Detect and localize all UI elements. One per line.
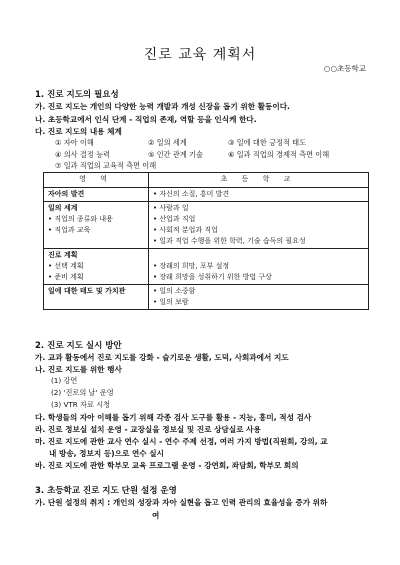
content-line: • 산업과 직업	[153, 215, 196, 223]
area-subitem: • 준비 계획	[48, 273, 84, 281]
table-row	[44, 188, 369, 202]
section-2-ra: 라. 진로 정보실 설치 운영 - 교장실을 정보실 및 진로 상담실로 사용	[35, 425, 261, 434]
content-item: ③ 일에 대한 긍정적 태도	[228, 138, 307, 147]
content-item: ⑦ 일과 직업의 교육적 측면 이해	[55, 161, 157, 170]
table-cell-contents	[149, 249, 369, 285]
content-item: ⑤ 인간 관계 기술	[148, 150, 203, 159]
table-header-school: 초 등 학 교	[149, 173, 369, 188]
table-row	[44, 285, 369, 310]
section-2-ba: 바. 진로 지도에 관한 학부모 교육 프로그램 운영 - 강연회, 좌담회, 학부모 회의	[35, 461, 299, 470]
section-2-ma-cont: 내 방송, 정보지 등)으로 연수 실시	[49, 449, 164, 458]
table-header-row	[44, 173, 369, 188]
content-line: • 일의 소중함	[153, 287, 196, 295]
content-line: • 일의 보람	[153, 298, 189, 306]
event-item: (2) '진로의 날' 운영	[51, 388, 114, 397]
section-1-heading: 1. 진로 지도의 필요성	[35, 90, 119, 100]
area-title: 자아의 발견	[48, 190, 85, 198]
section-3-ga-cont: 여	[152, 511, 160, 520]
table-header-area: 영 역	[44, 173, 149, 188]
event-item: (1) 강연	[51, 376, 78, 385]
area-title: 일에 대한 태도 및 가치관	[48, 287, 126, 295]
school-name: ○○초등학교	[323, 64, 366, 73]
event-item: (3) VTR 자료 시청	[51, 400, 111, 409]
table-cell-contents	[149, 188, 369, 202]
content-line: • 장래 희망을 성취하기 위한 방법 구상	[153, 273, 272, 281]
area-subitem: • 직업의 종류와 내용	[48, 215, 113, 223]
section-1-ga: 가. 진로 지도는 개인의 다양한 능력 개발과 개성 신장을 돕기 위한 활동이다.	[35, 102, 290, 111]
section-2-na: 나. 진로 지도를 위한 행사	[35, 365, 122, 374]
section-3-heading: 3. 초등학교 진로 지도 단원 설정 운영	[35, 486, 177, 496]
content-item: ① 자아 이해	[55, 138, 94, 147]
area-title: 일의 세계	[48, 204, 78, 212]
table-cell-area	[44, 285, 149, 310]
content-line: • 자신의 소질, 흥미 발견	[153, 190, 230, 198]
section-3-ga: 가. 단원 설정의 취지 : 개인의 성장과 자아 실현을 돕고 인력 관리의 효율성을 증가 위하	[35, 498, 328, 507]
table-row	[44, 249, 369, 285]
table-row	[44, 202, 369, 249]
area-title: 진로 계획	[48, 251, 78, 259]
document-title: 진로 교육 계획서	[143, 47, 257, 63]
content-item: ② 일의 세계	[148, 138, 187, 147]
content-line: • 일과 직업 수행을 위한 학력, 기술 습득의 필요성	[153, 237, 306, 245]
area-subitem: • 선택 계획	[48, 262, 84, 270]
section-1-da: 다. 진로 지도의 내용 체계	[35, 127, 122, 136]
section-2-ma: 마. 진로 지도에 관한 교사 연수 실시 - 연수 주제 선정, 여러 가지 방법(직원회, 강의, 교	[35, 437, 328, 446]
section-1-na: 나. 초등학교에서 인식 단계 - 직업의 존재, 역할 등을 인식케 한다.	[35, 115, 257, 124]
content-line: • 사람과 일	[153, 204, 189, 212]
table-cell-contents	[149, 285, 369, 310]
table-cell-area	[44, 249, 149, 285]
section-2-heading: 2. 진로 지도 실시 방안	[35, 341, 122, 351]
table-cell-contents	[149, 202, 369, 249]
content-item: ④ 의사 결정 능력	[55, 150, 110, 159]
content-item: ⑥ 일과 직업의 경제적 측면 이해	[228, 150, 330, 159]
table-cell-area	[44, 202, 149, 249]
table-cell-area	[44, 188, 149, 202]
content-table	[43, 172, 369, 310]
section-2-da: 다. 학생들의 자아 이해를 돕기 위해 각종 검사 도구를 활용 - 지능, 흥미, 적성 검사	[35, 413, 312, 422]
section-2-ga: 가. 교과 활동에서 진로 지도를 강화 - 슬기로운 생활, 도덕, 사회과에서 지도	[35, 353, 289, 362]
content-line: • 장래의 희망, 포부 설정	[153, 262, 230, 270]
content-line: • 사회적 분업과 직업	[153, 226, 218, 234]
area-subitem: • 직업과 교육	[48, 226, 91, 234]
